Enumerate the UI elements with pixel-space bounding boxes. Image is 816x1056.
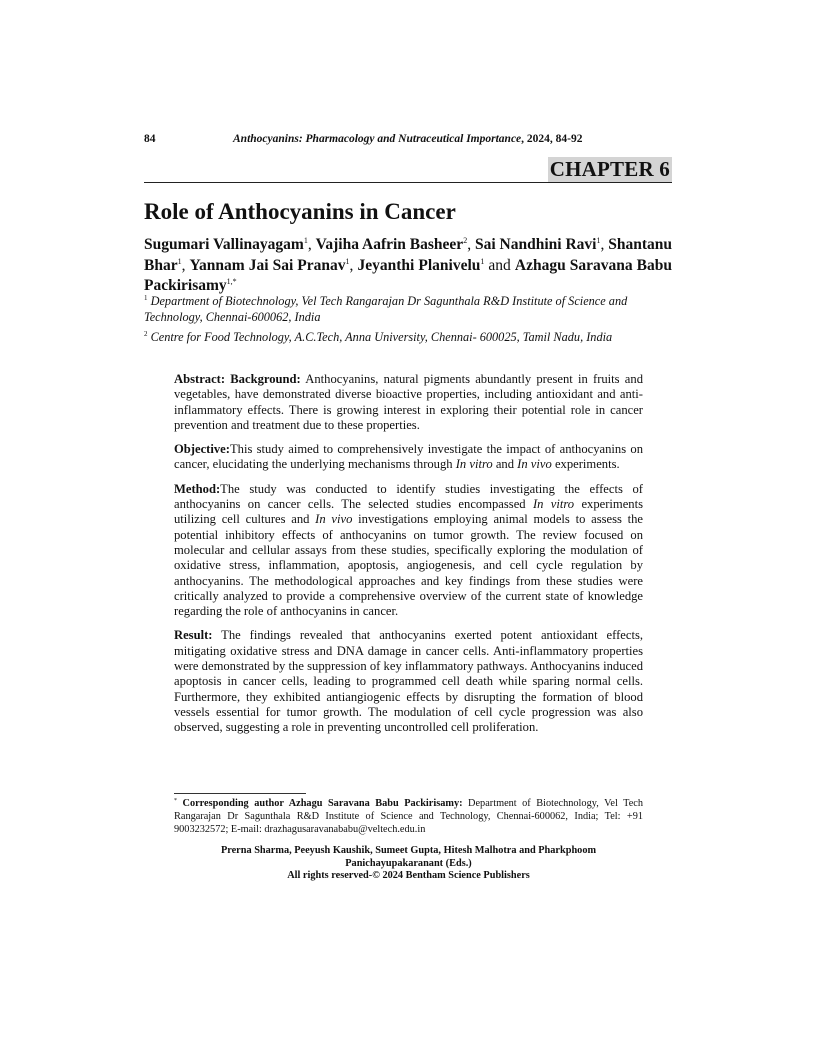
author-name: Jeyanthi Planivelu bbox=[357, 256, 481, 274]
abstract-text: The study was conducted to identify studies investigating the effects of anthocyanins on cancer cells. The selected studies encompassed bbox=[174, 481, 643, 512]
affiliation bbox=[144, 293, 672, 325]
abstract-background-label: Abstract: Background: bbox=[174, 372, 301, 386]
editors-block bbox=[174, 845, 643, 883]
author-separator: , bbox=[600, 236, 609, 253]
affiliation bbox=[144, 329, 672, 345]
abstract-italic: In vitro bbox=[455, 457, 493, 472]
footnote-label: Corresponding author Azhagu Saravana Babu Packirisamy: bbox=[182, 798, 463, 809]
author-affil-mark: 1 bbox=[303, 236, 308, 245]
abstract bbox=[174, 372, 643, 745]
abstract-italic: In vivo bbox=[315, 512, 353, 527]
abstract-method-label: Method: bbox=[174, 481, 221, 496]
author-separator: and bbox=[484, 256, 515, 274]
author-name: Sai Nandhini Ravi bbox=[474, 236, 597, 253]
chapter-title: Role of Anthocyanins in Cancer bbox=[144, 199, 456, 224]
abstract-text: and bbox=[492, 457, 518, 472]
corresponding-author-footnote bbox=[174, 797, 643, 836]
copyright-line: All rights reserved-© 2024 Bentham Science Publishers bbox=[287, 870, 530, 881]
abstract-text: investigations employing animal models to assess the potential inhibitory effects of anthocyanins on tumor growth. The review focused on molecular and cellular assays from these studies, specifically exploring the modulation of oxidative stress, inflammation, apoptosis, angiogenesis, and cell cycle regulation by anthocyanins. The methodological approaches and key findings from these studies were critically analyzed to provide a comprehensive overview of the current state of knowledge regarding the role of anthocyanins in cancer. bbox=[174, 512, 644, 619]
author-affil-mark: 2 bbox=[463, 236, 468, 245]
footnote-text: Department of Biotechnology, Vel Tech Rangarajan Dr Sagunthala R&D Institute of Science and Technology, Chennai-600062, India; Tel: +91 9003232572; E-mail: drazhagusaravanababu@veltech.edu.in bbox=[174, 798, 643, 835]
abstract-background-text: Anthocyanins, natural pigments abundantly present in fruits and vegetables, have demonstrated diverse bioactive properties, including antioxidant and anti-inflammatory effects. There is growing interest in exploring their potential role in cancer prevention and treatment due to these properties. bbox=[174, 372, 643, 432]
abstract-background bbox=[174, 372, 643, 433]
abstract-objective bbox=[174, 442, 643, 473]
abstract-result bbox=[174, 628, 643, 735]
footnote-rule bbox=[174, 793, 306, 794]
abstract-text: experiments. bbox=[551, 457, 620, 472]
abstract-text: experiments utilizing cell cultures and bbox=[174, 497, 643, 527]
page-number: 84 bbox=[144, 133, 156, 145]
affiliation-text: Centre for Food Technology, A.C.Tech, Anna University, Chennai- 600025, Tamil Nadu, India bbox=[150, 330, 613, 344]
author-affil-mark: 1 bbox=[345, 256, 350, 266]
author-name: Azhagu Saravana Babu Packirisamy bbox=[144, 256, 672, 294]
author-name: Sugumari Vallinayagam bbox=[144, 236, 304, 253]
author-name: Yannam Jai Sai Pranav bbox=[189, 256, 346, 274]
editors-line: Prerna Sharma, Peeyush Kaushik, Sumeet Gupta, Hitesh Malhotra and Pharkphoom bbox=[220, 845, 597, 856]
author-affil-mark: 1 bbox=[177, 256, 182, 266]
header-rule bbox=[144, 182, 672, 183]
footnote-mark: * bbox=[174, 798, 177, 804]
author-separator: , bbox=[307, 236, 316, 253]
journal-citation bbox=[233, 133, 583, 145]
abstract-italic: In vitro bbox=[532, 497, 575, 512]
abstract-text: This study aimed to comprehensively investigate the impact of anthocyanins on cancer, elucidating the underlying mechanisms through bbox=[174, 442, 643, 472]
author-affil-mark: 1 bbox=[480, 256, 485, 266]
chapter-label: CHAPTER 6 bbox=[549, 157, 670, 181]
affiliation-mark: 1 bbox=[144, 294, 148, 302]
editors-line: Panichayupakaranant (Eds.) bbox=[345, 857, 472, 869]
author-separator: , bbox=[467, 236, 475, 253]
abstract-objective-label: Objective: bbox=[174, 442, 230, 457]
affiliation-mark: 2 bbox=[144, 330, 148, 338]
abstract-result-text: The findings revealed that anthocyanins exerted potent antioxidant effects, mitigating oxidative stress and DNA damage in cancer cells. Anti-inflammatory properties were demonstrated by the suppression of key inflammatory pathways. Anthocyanins induced apoptosis in cancer cells, leading to programmed cell death while sparing normal cells. Furthermore, they exhibited antiangiogenic effects by disrupting the formation of blood vessels essential for tumor growth. The modulation of cell cycle progression was also observed, suggesting a role in preventing uncontrolled cell proliferation. bbox=[174, 628, 643, 735]
journal-title: Anthocyanins: Pharmacology and Nutraceutical Importance bbox=[233, 133, 522, 145]
author-name: Shantanu Bhar bbox=[144, 236, 673, 274]
abstract-result-label: Result: bbox=[174, 628, 213, 643]
abstract-italic: In vivo bbox=[517, 457, 552, 472]
author-separator: , bbox=[349, 256, 358, 274]
affiliation-text: Department of Biotechnology, Vel Tech Rangarajan Dr Sagunthala R&D Institute of Science and Technology, Chennai-600062, India bbox=[144, 294, 628, 324]
author-affil-mark: 1 bbox=[596, 236, 601, 245]
journal-year-pages: , 2024, 84-92 bbox=[521, 133, 583, 145]
author-name: Vajiha Aafrin Basheer bbox=[315, 236, 464, 253]
author-list bbox=[144, 235, 672, 297]
abstract-method bbox=[174, 482, 643, 620]
author-separator: , bbox=[181, 256, 190, 274]
author-affil-mark: 1,* bbox=[226, 277, 237, 286]
